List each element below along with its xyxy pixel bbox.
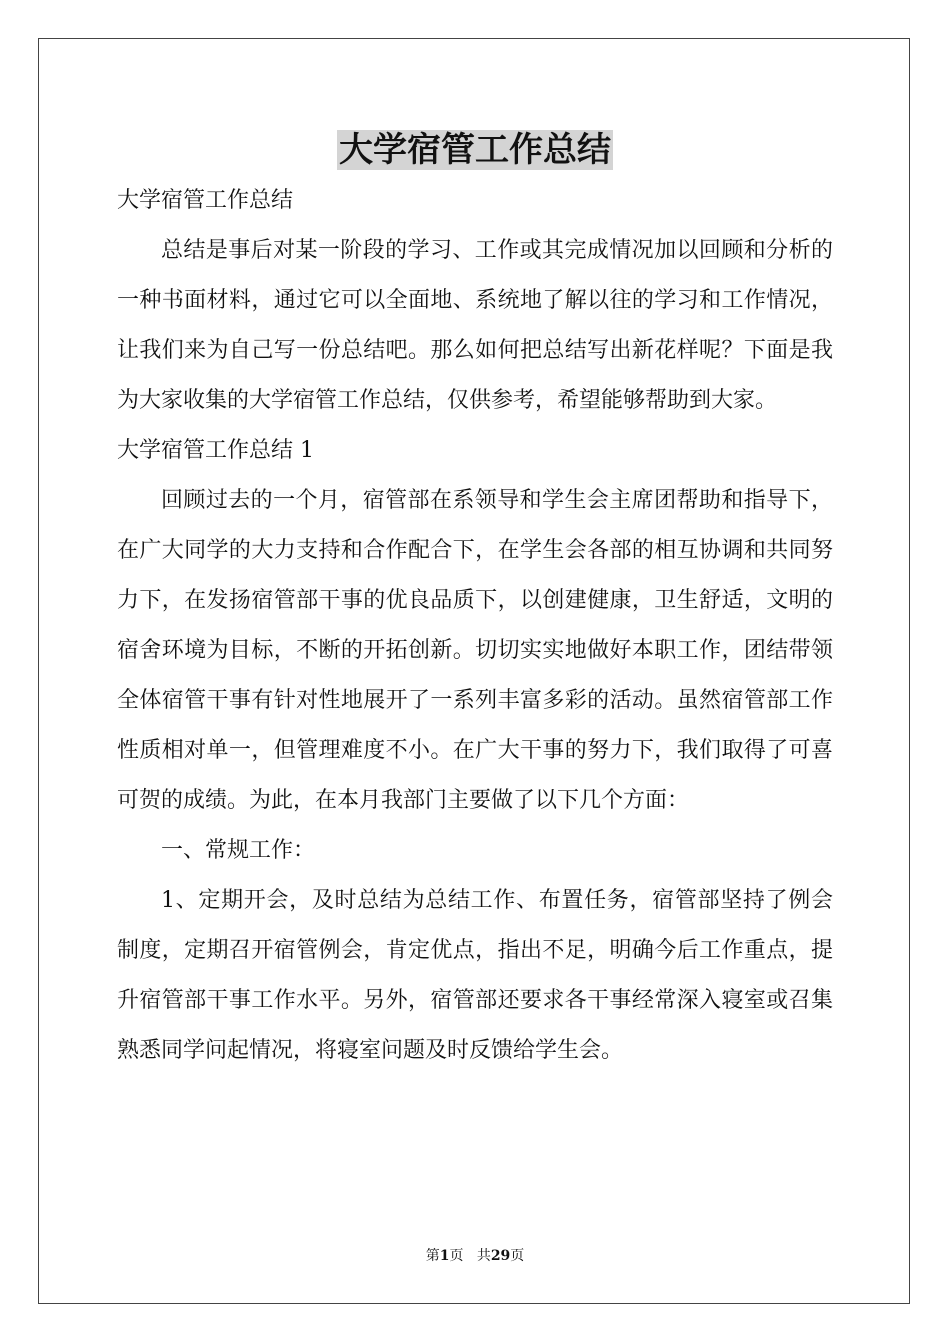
paragraph: 总结是事后对某一阶段的学习、工作或其完成情况加以回顾和分析的一种书面材料，通过它可以全面地、系统地了解以往的学习和工作情况，让我们来为自己写一份总结吧。那么如何把总结写出新花样呢？下面是我为大家收集的大学宿管工作总结，仅供参考，希望能够帮助到大家。 (117, 238, 833, 413)
paragraph: 大学宿管工作总结 1 (117, 438, 314, 463)
paragraph: 一、常规工作： (161, 838, 316, 863)
page-number: 1 (439, 1248, 450, 1264)
page-footer (0, 1246, 950, 1266)
paragraph: 大学宿管工作总结 (117, 188, 294, 213)
footer-page-suffix: 页 (449, 1248, 464, 1264)
document-title: 大学宿管工作总结 (339, 130, 611, 170)
footer-prefix: 第 (425, 1248, 440, 1264)
paragraph: 1、定期开会，及时总结为总结工作、布置任务，宿管部坚持了例会制度，定期召开宿管例会，肯定优点，指出不足，明确今后工作重点，提升宿管部干事工作水平。另外，宿管部还要求各干事经常深入寝室或召集熟悉同学问起情况，将寝室问题及时反馈给学生会。 (117, 888, 833, 1063)
total-pages: 29 (490, 1248, 511, 1264)
paragraph: 回顾过去的一个月，宿管部在系领导和学生会主席团帮助和指导下，在广大同学的大力支持和合作配合下，在学生会各部的相互协调和共同努力下，在发扬宿管部干事的优良品质下，以创建健康，卫生舒适，文明的宿舍环境为目标，不断的开拓创新。切切实实地做好本职工作，团结带领全体宿管干事有针对性地展开了一系列丰富多彩的活动。虽然宿管部工作性质相对单一，但管理难度不小。在广大干事的努力下，我们取得了可喜可贺的成绩。为此，在本月我部门主要做了以下几个方面： (117, 488, 833, 813)
footer-total-prefix: 共 (476, 1248, 491, 1264)
footer-total-suffix: 页 (510, 1248, 525, 1264)
document-body (117, 176, 833, 1076)
